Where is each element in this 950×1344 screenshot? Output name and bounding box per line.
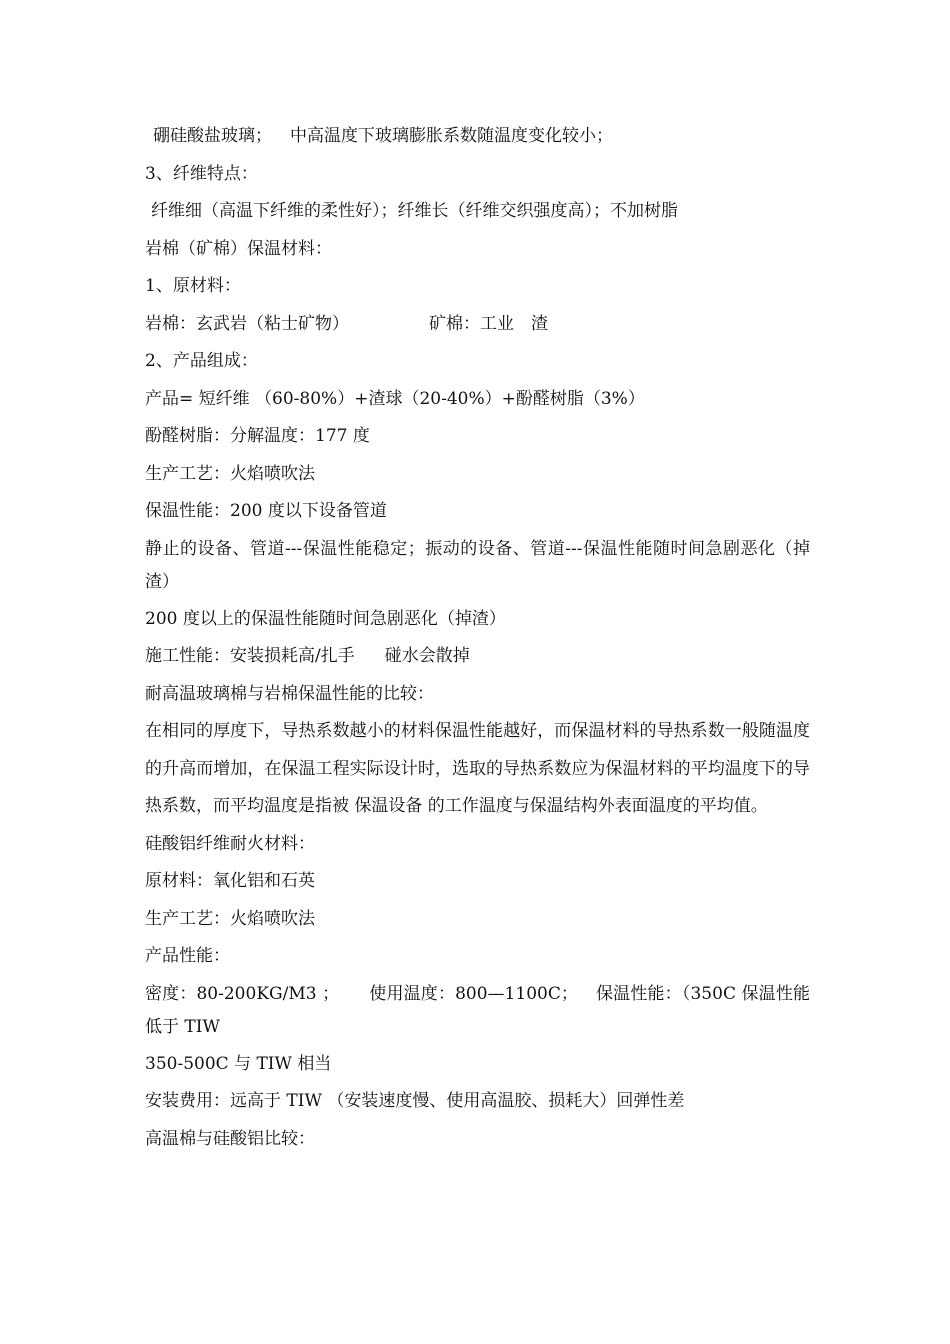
text-paragraph-density bbox=[145, 978, 810, 1044]
text-line-rock-wool-source bbox=[145, 306, 810, 344]
heading-product-composition: 2、产品组成： bbox=[145, 351, 258, 371]
text-line-composition: 产品= 短纤维 （60-80%）+渣球（20-40%）+酚醛树脂（3%） bbox=[145, 388, 645, 409]
text-fragment: 矿棉：工业 渣 bbox=[429, 313, 548, 334]
text-line-installation-cost: 安装费用：远高于 TIW （安装速度慢、使用高温胶、损耗大）回弹性差 bbox=[145, 1091, 685, 1111]
heading-product-performance: 产品性能： bbox=[145, 946, 230, 966]
text-line-fiber-features: 纤维细（高温下纤维的柔性好）；纤维长（纤维交织强度高）；不加树脂 bbox=[151, 201, 678, 221]
text-fragment: 施工性能：安装损耗高/扎手 bbox=[145, 646, 355, 666]
text-line-production-process-2: 生产工艺：火焰喷吹法 bbox=[145, 908, 315, 929]
text-line-production-process: 生产工艺：火焰喷吹法 bbox=[145, 463, 315, 484]
text-line-insulation-performance: 保温性能：200 度以下设备管道 bbox=[145, 501, 387, 521]
text-line-phenolic-resin: 酚醛树脂：分解温度：177 度 bbox=[145, 426, 370, 446]
text-line-construction bbox=[145, 638, 810, 676]
text-fragment: 硼硅酸盐玻璃； bbox=[153, 126, 272, 146]
text-fragment: 碰水会散掉 bbox=[384, 646, 470, 666]
heading-high-temp-vs-aluminum: 高温棉与硅酸铝比较： bbox=[145, 1128, 315, 1149]
text-line-350-500: 350-500C 与 TIW 相当 bbox=[145, 1053, 332, 1074]
text-paragraph-stability: 静止的设备、管道---保温性能稳定；振动的设备、管道---保温性能随时间急剧恶化（掉渣） bbox=[145, 538, 810, 592]
document-body bbox=[145, 118, 810, 1158]
heading-rock-wool: 岩棉（矿棉）保温材料： bbox=[145, 238, 332, 259]
text-fragment: 保温性能：（350C 保温性能低于 TIW bbox=[145, 983, 811, 1037]
text-fragment: 使用温度：800—1100C； bbox=[369, 983, 578, 1004]
text-paragraph-thermal-conductivity: 在相同的厚度下，导热系数越小的材料保温性能越好，而保温材料的导热系数一般随温度的升高而增加，在保温工程实际设计时，选取的导热系数应为保温材料的平均温度下的导热系数，而平均温度是指被 保温设备 的工作温度与保温结构外表面温度的平均值。 bbox=[145, 721, 810, 816]
text-fragment: 岩棉：玄武岩（粘士矿物） bbox=[145, 313, 349, 334]
text-fragment: 密度：80-200KG/M3 ； bbox=[145, 983, 340, 1004]
text-line-borosilicate bbox=[145, 118, 810, 156]
heading-comparison: 耐高温玻璃棉与岩棉保温性能的比较： bbox=[145, 683, 434, 704]
text-line-above-200: 200 度以上的保温性能随时间急剧恶化（掉渣） bbox=[145, 608, 506, 629]
heading-aluminum-silicate: 硅酸铝纤维耐火材料： bbox=[145, 833, 315, 854]
heading-fiber-features: 3、纤维特点： bbox=[145, 163, 258, 184]
text-line-raw-material: 原材料：氧化铝和石英 bbox=[145, 871, 315, 891]
text-fragment: 中高温度下玻璃膨胀系数随温度变化较小； bbox=[290, 126, 613, 146]
heading-raw-materials: 1、原材料： bbox=[145, 276, 241, 296]
